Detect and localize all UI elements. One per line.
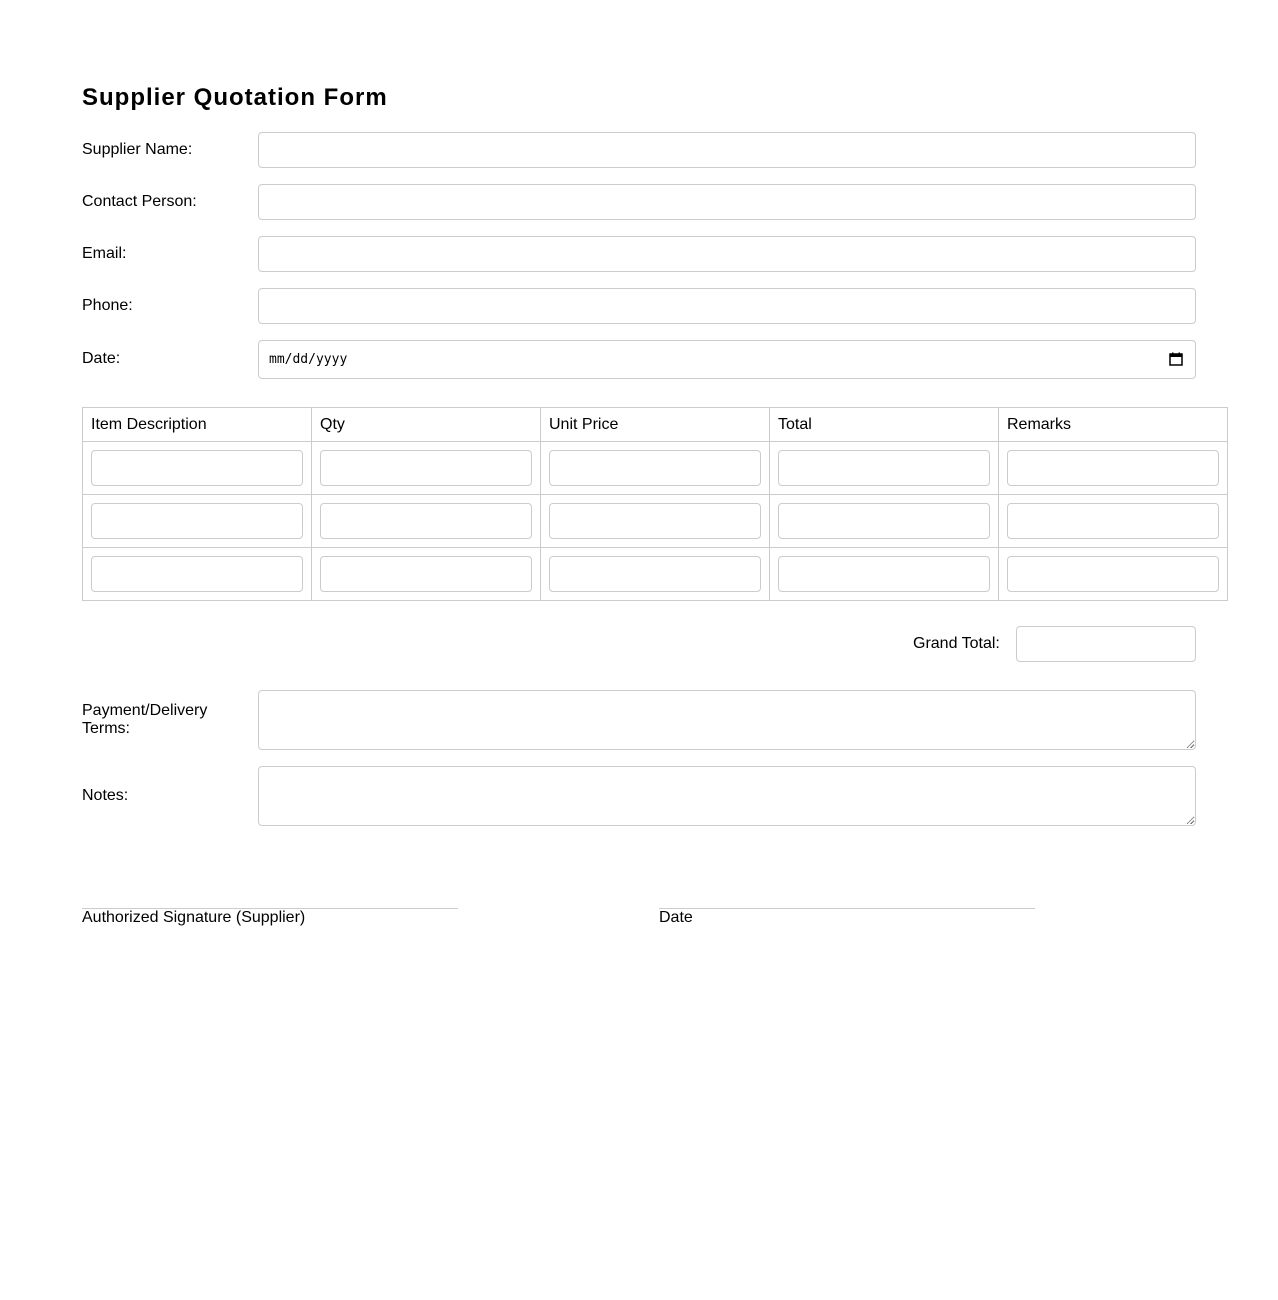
column-header-remarks: Remarks bbox=[999, 408, 1228, 442]
authorized-signature-label: Authorized Signature (Supplier) bbox=[82, 909, 306, 926]
table-cell bbox=[541, 442, 770, 495]
grand-total-input[interactable] bbox=[1016, 626, 1196, 662]
notes-textarea[interactable] bbox=[258, 766, 1196, 826]
calendar-icon[interactable] bbox=[1169, 352, 1183, 366]
email-label: Email: bbox=[82, 245, 127, 262]
total-input[interactable] bbox=[778, 450, 990, 486]
resize-handle-icon[interactable] bbox=[1187, 741, 1194, 748]
remarks-input[interactable] bbox=[1007, 503, 1219, 539]
table-cell bbox=[770, 442, 999, 495]
table-cell bbox=[541, 548, 770, 601]
phone-input[interactable] bbox=[258, 288, 1196, 324]
contact-person-input[interactable] bbox=[258, 184, 1196, 220]
date-label: Date: bbox=[82, 350, 121, 367]
column-header-item-description: Item Description bbox=[83, 408, 312, 442]
date-placeholder: mm/dd/yyyy bbox=[269, 352, 348, 367]
column-header-unit-price: Unit Price bbox=[541, 408, 770, 442]
payment-terms-label-line1: Payment/Delivery bbox=[82, 702, 208, 719]
notes-label: Notes: bbox=[82, 787, 129, 804]
unit-price-input[interactable] bbox=[549, 503, 761, 539]
qty-input[interactable] bbox=[320, 503, 532, 539]
remarks-input[interactable] bbox=[1007, 556, 1219, 592]
table-cell bbox=[312, 442, 541, 495]
notes-wrapper bbox=[258, 766, 1196, 826]
email-row bbox=[82, 236, 1196, 272]
supplier-name-label: Supplier Name: bbox=[82, 141, 193, 158]
payment-terms-label bbox=[82, 702, 207, 738]
table-cell bbox=[999, 548, 1228, 601]
remarks-input[interactable] bbox=[1007, 450, 1219, 486]
date-input[interactable] bbox=[258, 340, 1196, 379]
table-cell bbox=[541, 495, 770, 548]
phone-label: Phone: bbox=[82, 297, 133, 314]
item-description-input[interactable] bbox=[91, 450, 303, 486]
table-cell bbox=[83, 495, 312, 548]
table-cell bbox=[999, 495, 1228, 548]
unit-price-input[interactable] bbox=[549, 450, 761, 486]
table-cell bbox=[83, 442, 312, 495]
total-input[interactable] bbox=[778, 503, 990, 539]
table-row bbox=[83, 495, 1228, 548]
payment-terms-textarea[interactable] bbox=[258, 690, 1196, 750]
page-title: Supplier Quotation Form bbox=[82, 84, 388, 111]
table-row bbox=[83, 548, 1228, 601]
payment-terms-wrapper bbox=[258, 690, 1196, 750]
contact-person-row bbox=[82, 184, 1196, 220]
item-description-input[interactable] bbox=[91, 556, 303, 592]
item-description-input[interactable] bbox=[91, 503, 303, 539]
total-input[interactable] bbox=[778, 556, 990, 592]
table-row bbox=[83, 442, 1228, 495]
table-cell bbox=[770, 548, 999, 601]
table-cell bbox=[312, 495, 541, 548]
signature-date-label: Date bbox=[659, 909, 693, 926]
table-cell bbox=[770, 495, 999, 548]
email-input[interactable] bbox=[258, 236, 1196, 272]
table-cell bbox=[312, 548, 541, 601]
resize-handle-icon[interactable] bbox=[1187, 817, 1194, 824]
qty-input[interactable] bbox=[320, 556, 532, 592]
supplier-name-input[interactable] bbox=[258, 132, 1196, 168]
grand-total-label: Grand Total: bbox=[913, 635, 1000, 652]
table-cell bbox=[999, 442, 1228, 495]
items-table bbox=[82, 407, 1228, 601]
table-cell bbox=[83, 548, 312, 601]
unit-price-input[interactable] bbox=[549, 556, 761, 592]
signature-date-line bbox=[659, 908, 1035, 909]
phone-row bbox=[82, 288, 1196, 324]
qty-input[interactable] bbox=[320, 450, 532, 486]
contact-person-label: Contact Person: bbox=[82, 193, 197, 210]
supplier-name-row bbox=[82, 132, 1196, 168]
table-header-row bbox=[83, 408, 1228, 442]
column-header-qty: Qty bbox=[312, 408, 541, 442]
column-header-total: Total bbox=[770, 408, 999, 442]
payment-terms-label-line2: Terms: bbox=[82, 720, 130, 737]
date-row bbox=[82, 340, 1196, 379]
